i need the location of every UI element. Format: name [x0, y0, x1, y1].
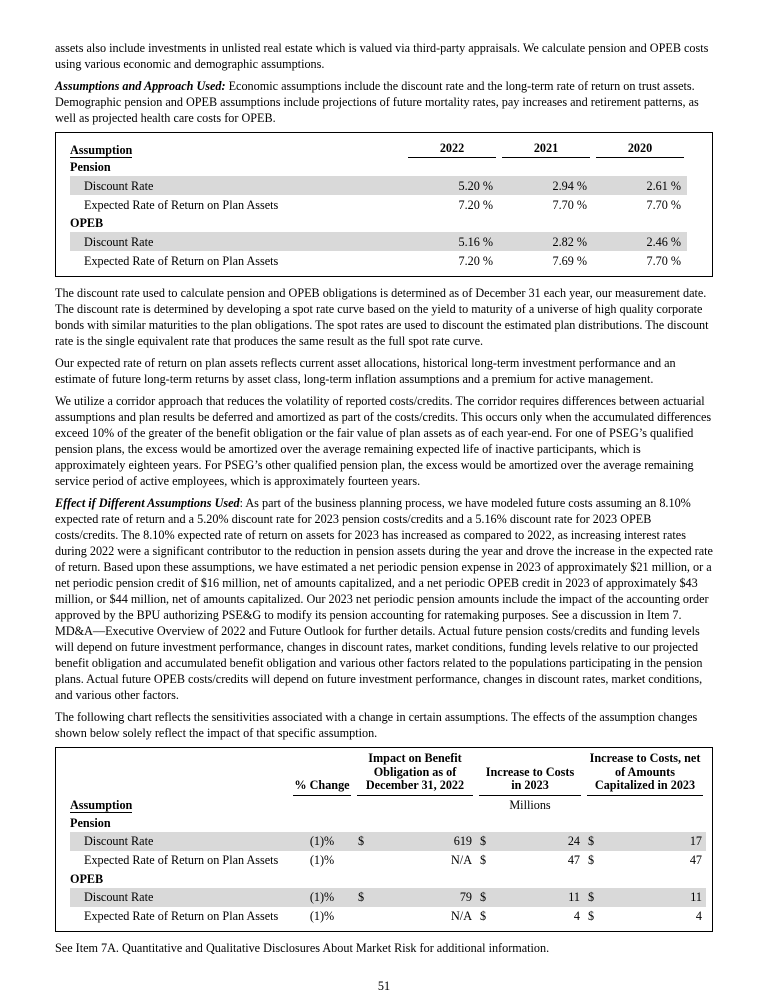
- dollar-sign: $: [480, 890, 487, 905]
- paragraph-sensitivity-intro: The following chart reflects the sensitivities associated with a change in certain assumptions. The effects of the assumption changes shown below solely reflect the impact of that specific assumption.: [55, 710, 698, 740]
- value-2021: 7.70 %: [552, 197, 587, 212]
- row-label: Discount Rate: [70, 888, 290, 907]
- dollar-sign: $: [358, 890, 365, 905]
- paragraph-intro: assets also include investments in unlisted real estate which is valued via third-party appraisals. We calculate pension and OPEB costs using various economic and demographic assumptions.: [55, 41, 709, 71]
- table1-row-opeb-discount-rate: [70, 232, 687, 251]
- value-2022: 5.20 %: [405, 176, 499, 195]
- table1-year-2020-header: 2020: [593, 137, 687, 158]
- dollar-sign: $: [358, 834, 365, 849]
- table2-net-header: Increase to Costs, net of Amounts Capitalized in 2023: [584, 751, 706, 796]
- table2-row-pension-expected-return: [70, 851, 706, 870]
- percent-change: (1)%: [309, 909, 335, 924]
- table2-section-pension: Pension: [70, 815, 111, 830]
- impact-value: N/A: [451, 853, 472, 868]
- table2-change-header: % Change: [290, 751, 354, 796]
- table2-header-row: [70, 751, 706, 796]
- table2-section-opeb: OPEB: [70, 871, 104, 886]
- table2-cost-header: Increase to Costs in 2023: [476, 751, 584, 796]
- table2-row-opeb-discount-rate: [70, 888, 706, 907]
- cost-value: $ 11: [476, 888, 584, 907]
- table1-section-opeb: OPEB: [70, 216, 104, 230]
- value-2020: 7.70 %: [646, 197, 681, 212]
- table2-assumption-header: Assumption: [70, 797, 133, 812]
- dollar-sign: $: [588, 853, 595, 868]
- assumptions-approach-heading: Assumptions and Approach Used:: [55, 79, 226, 93]
- table1-year-2022-header: 2022: [405, 137, 499, 158]
- cost-value: $ 47: [480, 853, 580, 868]
- table2-row-pension-discount-rate: [70, 832, 706, 851]
- dollar-sign: $: [588, 834, 595, 849]
- net-value: $ 11: [584, 888, 706, 907]
- percent-change: (1)%: [309, 853, 335, 868]
- table2-impact-header: Impact on Benefit Obligation as of December 31, 2022: [354, 751, 476, 796]
- row-label: Discount Rate: [70, 176, 405, 195]
- dollar-sign: $: [480, 834, 487, 849]
- row-label: Expected Rate of Return on Plan Assets: [84, 197, 279, 212]
- table2-units-row: [70, 796, 706, 814]
- percent-change: (1)%: [290, 832, 354, 851]
- paragraph-expected-return: Our expected rate of return on plan assets reflects current asset allocations, historical long-term investment performance and an estimate of future long-term returns by asset class, long-term inflation assumptions and a premium for active management.: [55, 356, 676, 386]
- cost-value: $ 24: [476, 832, 584, 851]
- sensitivity-table: [55, 747, 713, 932]
- dollar-sign: $: [588, 909, 595, 924]
- effect-text: : As part of the business planning process, we have modeled future costs assuming an 8.10% expected rate of return and a 5.20% discount rate for 2023 pension costs/credits and a 5.16% discount rate for 2023 OPEB costs/credits. The 8.10% expected rate of return on assets for 2023 has increased as compared to 2022, as increasing interest rates during 2022 were a significant contributor to the reduction in pension assets during the year and drove the increase in the expected rate of return. Based upon these assumptions, we have estimated a net periodic pension expense in 2023 of approximately $21 million, or a net periodic pension credit of $16 million, net of amounts capitalized, and a net periodic OPEB credit in 2023 of approximately $43 million, or $44 million, net of amounts capitalized. Our 2023 net periodic pension amounts include the impact of the accounting order approved by the BPU authorizing PSE&G to modify its pension accounting for ratemaking purposes. See a discussion in Item 7. MD&A—Executive Overview of 2022 and Future Outlook for further details. Actual future pension costs/credits and funding levels will depend on future investment performance, changes in discount rates, market conditions, funding levels relative to our projected benefit obligation and accumulated benefit obligation and various other factors related to the populations participating in the pension plans. Actual future OPEB costs/credits will depend on future investment performance, changes in discount rates, market conditions, and various other factors.: [55, 496, 713, 702]
- table1-row-pension-expected-return: [70, 195, 687, 214]
- net-value: $ 4: [588, 909, 702, 924]
- dollar-sign: $: [480, 909, 487, 924]
- assumptions-approach-text: Economic assumptions include the discount rate and the long-term rate of return on trust assets. Demographic pension and OPEB assumptions include projections of future mortality rates, pay increases and retirement patterns, as well as projected health care costs for OPEB.: [55, 79, 699, 125]
- value-2021: 7.69 %: [552, 253, 587, 268]
- paragraph-assumptions-approach: [55, 78, 713, 126]
- table1-year-2021-header: 2021: [499, 137, 593, 158]
- value-2021: 2.94 %: [499, 176, 593, 195]
- paragraph-see-item-7a: See Item 7A. Quantitative and Qualitative Disclosures About Market Risk for additional information.: [55, 940, 550, 955]
- row-label: Expected Rate of Return on Plan Assets: [84, 253, 279, 268]
- row-label: Expected Rate of Return on Plan Assets: [84, 909, 279, 924]
- row-label: Discount Rate: [70, 232, 405, 251]
- percent-change: (1)%: [290, 888, 354, 907]
- net-value: $ 17: [584, 832, 706, 851]
- table2-label-header-spacer: [70, 751, 290, 796]
- table1-row-pension-discount-rate: [70, 176, 687, 195]
- impact-value: N/A: [451, 909, 472, 924]
- dollar-sign: $: [480, 853, 487, 868]
- impact-value: $ 619: [354, 832, 476, 851]
- cost-value: $ 4: [480, 909, 580, 924]
- effect-heading: Effect if Different Assumptions Used: [55, 496, 240, 510]
- table1-header-row: [70, 137, 687, 158]
- table1-section-pension: Pension: [70, 160, 111, 174]
- value-2022: 7.20 %: [458, 253, 493, 268]
- impact-value: $ 79: [354, 888, 476, 907]
- value-2021: 2.82 %: [499, 232, 593, 251]
- paragraph-effect-different-assumptions: [55, 495, 713, 703]
- value-2022: 7.20 %: [458, 197, 493, 212]
- value-2020: 2.46 %: [593, 232, 687, 251]
- value-2020: 7.70 %: [646, 253, 681, 268]
- row-label: Expected Rate of Return on Plan Assets: [84, 853, 279, 868]
- value-2020: 2.61 %: [593, 176, 687, 195]
- net-value: $ 47: [588, 853, 702, 868]
- table1-assumption-header: Assumption: [70, 143, 133, 157]
- page-number: 51: [377, 979, 391, 993]
- paragraph-corridor-approach: We utilize a corridor approach that reduces the volatility of reported costs/credits. The corridor requires differences between actuarial assumptions and plan results be deferred and amortized as part of the costs/credits. This occurs only when the accumulated differences exceed 10% of the greater of the benefit obligation or the fair value of plan assets as of each year-end. For one of PSEG’s qualified pension plans, the excess would be amortized over the average remaining expected life of inactive participants, which is approximately eighteen years. For PSEG’s other qualified pension plan, the excess would be amortized over the average remaining service period of active employees, which is approximately fourteen years.: [55, 394, 712, 488]
- table2-row-opeb-expected-return: [70, 907, 706, 926]
- value-2022: 5.16 %: [405, 232, 499, 251]
- units-label: Millions: [509, 797, 551, 812]
- table1-row-opeb-expected-return: [70, 251, 687, 270]
- row-label: Discount Rate: [70, 832, 290, 851]
- paragraph-discount-rate: The discount rate used to calculate pension and OPEB obligations is determined as of December 31 each year, our measurement date. The discount rate is determined by developing a spot rate curve based on the yield to maturity of a universe of high quality corporate bonds with similar maturities to the plan obligations. The spot rates are used to discount the estimated plan distributions. The discount rate is the single equivalent rate that produces the same result as the full spot rate curve.: [55, 286, 709, 348]
- assumption-rates-table: [55, 132, 713, 277]
- dollar-sign: $: [588, 890, 595, 905]
